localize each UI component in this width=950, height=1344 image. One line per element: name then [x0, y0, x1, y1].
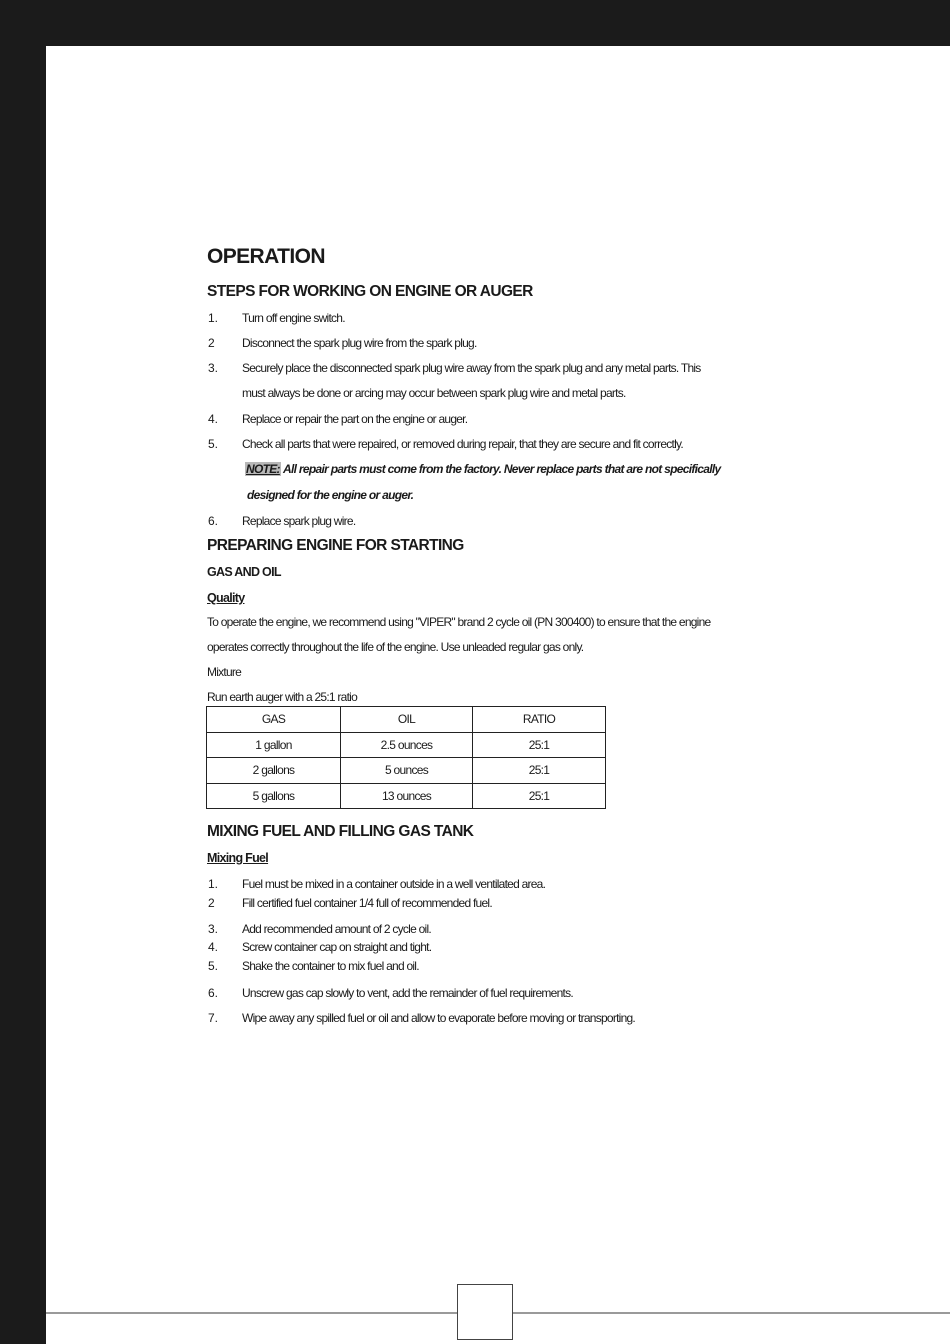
step-number: 7.	[208, 1011, 219, 1025]
step-number: 6.	[208, 514, 219, 528]
note-text-continued: designed for the engine or auger.	[247, 488, 414, 502]
step-text: Add recommended amount of 2 cycle oil.	[242, 922, 431, 936]
table-cell: 1 gallon	[207, 732, 341, 758]
table-cell: 5 gallons	[207, 783, 341, 809]
step-text: Disconnect the spark plug wire from the spark plug.	[242, 336, 477, 350]
table-cell: 5 ounces	[341, 758, 473, 784]
step-text: Wipe away any spilled fuel or oil and allow to evaporate before moving or transporting.	[242, 1011, 635, 1025]
step-text: Fuel must be mixed in a container outside in a well ventilated area.	[242, 877, 546, 891]
step-text: Securely place the disconnected spark plug wire away from the spark plug and any metal parts. This	[242, 361, 701, 375]
table-cell: 25:1	[473, 732, 606, 758]
mix-ratio-table	[206, 706, 606, 809]
table-row	[207, 732, 606, 758]
gas-oil-heading: GAS AND OIL	[207, 565, 281, 579]
quality-heading: Quality	[207, 591, 245, 605]
table-row	[207, 758, 606, 784]
step-number: 2	[208, 336, 215, 350]
table-cell: 25:1	[473, 758, 606, 784]
mixing-subheading: Mixing Fuel	[207, 851, 269, 865]
mixing-heading: MIXING FUEL AND FILLING GAS TANK	[207, 823, 474, 840]
quality-text: To operate the engine, we recommend using "VIPER" brand 2 cycle oil (PN 300400) to ensure that the engine	[207, 615, 711, 629]
step-text: Turn off engine switch.	[242, 311, 345, 325]
step-text: Check all parts that were repaired, or removed during repair, that they are secure and fit correctly.	[242, 437, 683, 451]
note-text: All repair parts must come from the factory. Never replace parts that are not specifically	[283, 462, 721, 476]
step-number: 1.	[208, 877, 219, 891]
page-number-box	[457, 1284, 513, 1340]
note-label: NOTE:	[246, 462, 280, 476]
step-number: 5.	[208, 437, 219, 451]
table-row	[207, 783, 606, 809]
table-cell: 2 gallons	[207, 758, 341, 784]
page-title: OPERATION	[207, 245, 325, 268]
table-cell: 13 ounces	[341, 783, 473, 809]
ratio-intro: Run earth auger with a 25:1 ratio	[207, 690, 358, 704]
step-number: 3.	[208, 361, 219, 375]
step-number: 5.	[208, 959, 219, 973]
table-header-row	[207, 707, 606, 733]
step-number: 1.	[208, 311, 219, 325]
step-number: 4.	[208, 940, 219, 954]
quality-text-continued: operates correctly throughout the life of the engine. Use unleaded regular gas only.	[207, 640, 584, 654]
step-text: Replace or repair the part on the engine or auger.	[242, 412, 468, 426]
preparing-heading: PREPARING ENGINE FOR STARTING	[207, 537, 464, 554]
table-cell: 2.5 ounces	[341, 732, 473, 758]
step-text: Screw container cap on straight and tight.	[242, 940, 432, 954]
table-header-cell: GAS	[207, 707, 341, 733]
step-text: Shake the container to mix fuel and oil.	[242, 959, 419, 973]
steps-heading: STEPS FOR WORKING ON ENGINE OR AUGER	[207, 283, 533, 300]
note	[245, 462, 720, 476]
step-text: Unscrew gas cap slowly to vent, add the remainder of fuel requirements.	[242, 986, 573, 1000]
table-header-cell: RATIO	[473, 707, 606, 733]
step-text: Replace spark plug wire.	[242, 514, 356, 528]
mixture-label: Mixture	[207, 665, 242, 679]
step-number: 2	[208, 896, 215, 910]
table-header-cell: OIL	[341, 707, 473, 733]
step-text: Fill certified fuel container 1/4 full of recommended fuel.	[242, 896, 492, 910]
step-number: 6.	[208, 986, 219, 1000]
step-number: 3.	[208, 922, 219, 936]
document-page	[46, 46, 950, 1344]
step-text-continued: must always be done or arcing may occur between spark plug wire and metal parts.	[242, 386, 626, 400]
step-number: 4.	[208, 412, 219, 426]
table-cell: 25:1	[473, 783, 606, 809]
